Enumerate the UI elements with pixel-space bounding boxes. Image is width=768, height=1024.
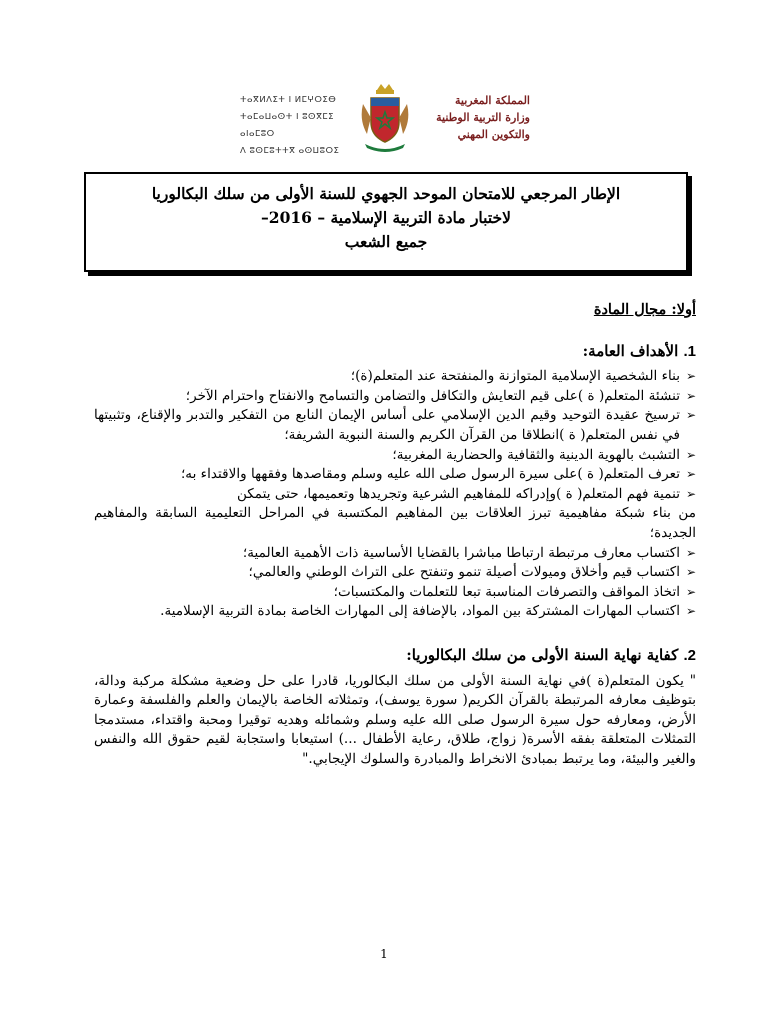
- arrow-bullet-icon: ➢: [685, 408, 696, 423]
- list-item: ➢ اكتساب قيم وأخلاق وميولات أصيلة تنمو وتنفتح على التراث الوطني والعالمي؛: [94, 563, 696, 583]
- list-item: ➢ تعرف المتعلم( ة )على سيرة الرسول صلى الله عليه وسلم ومقاصدها وفقهها والاقتداء به؛: [94, 465, 696, 485]
- arrow-bullet-icon: ➢: [685, 545, 696, 560]
- ministry-header: [240, 84, 530, 162]
- title-line-3: جميع الشعب: [344, 232, 428, 251]
- royal-emblem-icon: [359, 84, 411, 154]
- competency-paragraph: " يكون المتعلم(ة )في نهاية السنة الأولى من سلك البكالوريا، قادرا على حل وضعية مشكلة مركبة ودالة، بتوظيف معارفه المرتبطة بالقرآن الكريم( سورة يوسف)، وتمثلاته الخاصة بالإيمان والعلم والفلسفة وعمارة الأرض، ومعارفه حول سيرة الرسول صلى الله عليه وسلم وشمائله وهديه توقيرا ومحبة واقتداء، مستدمجا التمثلات المتعلقة بفقه الأسرة( زواج، طلاق، رعاية الأطفال ...) استيعابا واستجابة لقيم حقوق الله والنفس والغير والبيئة، وما يرتبط بمبادئ الانخراط والمبادرة والسلوك الإيجابي.": [94, 672, 696, 767]
- list-item-continuation: من بناء شبكة مفاهيمية تبرز العلاقات بين المفاهيم المكتسبة في المراحل التعليمية السابقة والمفاهيم الجديدة؛: [94, 505, 696, 541]
- arrow-bullet-icon: ➢: [685, 447, 696, 462]
- list-item: ➢ اكتساب المهارات المشتركة بين المواد، بالإضافة إلى المهارات الخاصة بمادة التربية الإسلامية.: [94, 602, 696, 622]
- subsection-number: 2.: [683, 646, 696, 664]
- arrow-bullet-icon: ➢: [685, 467, 696, 482]
- subsection-title: كفاية نهاية السنة الأولى من سلك البكالوريا:: [406, 645, 679, 664]
- goals-list-2: [94, 544, 696, 622]
- list-item: ➢ تنمية فهم المتعلم( ة )وإدراكه للمفاهيم الشرعية وتجريدها وتعميمها، حتى يتمكن: [94, 485, 696, 505]
- list-item: ➢ تنشئة المتعلم( ة )على قيم التعايش والتكافل والتضامن والتسامح والانفتاح واحترام الآخر؛: [94, 387, 696, 407]
- title-line-2: لاختبار مادة التربية الإسلامية – 2016–: [261, 208, 511, 227]
- list-item: ➢ اتخاذ المواقف والتصرفات المناسبة تبعا للتعلمات والمكتسبات؛: [94, 583, 696, 603]
- tz-line: ⵜⴰⴳⵍⴷⵉⵜ ⵏ ⵍⵎⵖⵔⵉⴱ: [240, 95, 337, 105]
- list-item: ➢ ترسيخ عقيدة التوحيد وقيم الدين الإسلامي على أساس الإيمان النابع من التفكير والتدبر والإقناع، وتثبيتها في نفس المتعلم( ة )انطلاقا من القرآن الكريم والسنة النبوية الشريفة؛: [94, 407, 696, 443]
- list-item: ➢ بناء الشخصية الإسلامية المتوازنة والمنفتحة عند المتعلم(ة)؛: [94, 367, 696, 387]
- subsection-heading-competency: [94, 646, 696, 666]
- ar-line: وزارة التربية الوطنية: [436, 111, 530, 124]
- title-line-1: الإطار المرجعي للامتحان الموحد الجهوي للسنة الأولى من سلك البكالوريا: [151, 184, 621, 203]
- document-body: [94, 300, 696, 769]
- subsection-number: 1.: [683, 342, 696, 360]
- header-tifinagh: [240, 92, 350, 160]
- list-item: ➢ التشبث بالهوية الدينية والثقافية والحضارية المغربية؛: [94, 446, 696, 466]
- arrow-bullet-icon: ➢: [685, 604, 696, 619]
- header-arabic: [420, 92, 530, 143]
- arrow-bullet-icon: ➢: [685, 369, 696, 384]
- document-title-box: [84, 172, 688, 272]
- ar-line: المملكة المغربية: [455, 94, 530, 107]
- section-heading: أولا: مجال المادة: [593, 301, 696, 318]
- arrow-bullet-icon: ➢: [685, 486, 696, 501]
- list-item: ➢ اكتساب معارف مرتبطة ارتباطا مباشرا بالقضايا الأساسية ذات الأهمية العالمية؛: [94, 544, 696, 564]
- subsection-heading-goals: [94, 342, 696, 362]
- arrow-bullet-icon: ➢: [685, 388, 696, 403]
- goals-list: [94, 367, 696, 504]
- tz-line: ⴷ ⵓⵙⵎⵓⵜⵜⴳ ⴰⵙⵡⵓⵔⵉ: [240, 146, 340, 156]
- subsection-title: الأهداف العامة:: [582, 341, 679, 360]
- ar-line: والتكوين المهني: [457, 128, 530, 141]
- tz-line: ⵜⴰⵎⴰⵡⴰⵙⵜ ⵏ ⵓⵙⴳⵎⵉ ⴰⵏⴰⵎⵓⵔ: [240, 112, 335, 139]
- page-number: 1: [380, 947, 388, 961]
- arrow-bullet-icon: ➢: [685, 565, 696, 580]
- arrow-bullet-icon: ➢: [685, 584, 696, 599]
